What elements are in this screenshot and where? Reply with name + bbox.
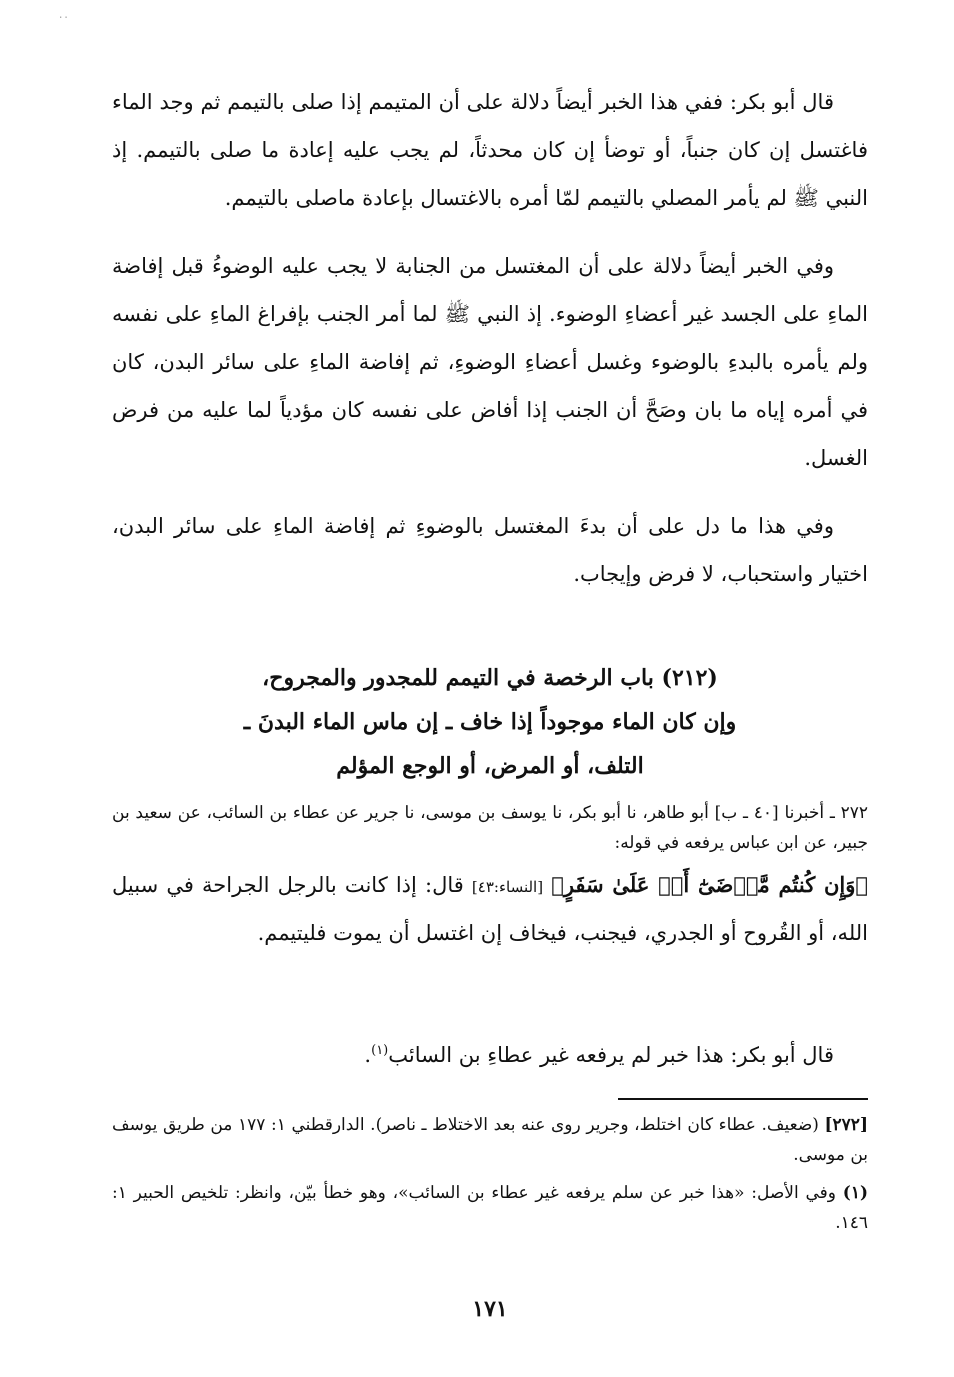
footnote-1 bbox=[112, 1110, 868, 1170]
comment-end: . bbox=[364, 1043, 372, 1067]
quran-verse: ﴿وَإِن كُنتُم مَّرۡضَىٰٓ أَوۡ عَلَىٰ سَفَرٍ﴾ bbox=[551, 872, 868, 897]
quran-reference: [النساء:٤٣] bbox=[471, 878, 544, 896]
hadith-text bbox=[112, 862, 868, 956]
footnote-label: (١) bbox=[842, 1183, 868, 1203]
chapter-heading bbox=[112, 656, 868, 788]
hadith-chain: ٢٧٢ ـ أخبرنا [٤٠ ـ ب] أبو طاهر، نا أبو بكر، نا يوسف بن موسى، نا جرير عن عطاء بن السائب، عن سعيد بن جبير، عن ابن عباس يرفعه في قوله: bbox=[112, 803, 868, 853]
chapter-heading-line-3: التلف، أو المرض، أو الوجع المؤلم bbox=[336, 753, 644, 779]
page-number: ١٧١ bbox=[472, 1296, 508, 1322]
scan-speck: ٠٠ bbox=[58, 12, 69, 23]
paragraph-2: وفي الخبر أيضاً دلالة على أن المغتسل من الجنابة لا يجب عليه الوضوءُ قبل إفاضة الماءِ على الجسد غير أعضاءِ الوضوء. إذ النبي ﷺ لما أمر الجنب بإفراغ الماءِ على نفسه ولم يأمره بالبدءِ بالوضوء وغسل أعضاءِ الوضوءِ، ثم إفاضة الماءِ على سائر البدن، كان في أمره إياه ما بان وصَحَّ أن الجنب إذا أفاض على نفسه كان مؤدياً لما عليه من فرض الغسل. bbox=[112, 254, 868, 470]
paragraph-3: وفي هذا ما دل على أن بدءَ المغتسل بالوضوءِ ثم إفاضة الماءِ على سائر البدن، اختيار واستحباب، لا فرض وإيجاب. bbox=[112, 514, 868, 586]
body-text bbox=[112, 78, 868, 598]
hadith-body: قال: إذا كانت بالرجل الجراحة في سبيل الله، أو القُروح أو الجدري، فيجنب، فيخاف إن اغتسل أن يموت فليتيمم. bbox=[112, 873, 868, 945]
footnote-text: (ضعيف. عطاء كان اختلط، وجرير روى عنه بعد الاختلاط ـ ناصر). الدارقطني ١: ١٧٧ من طريق يوسف بن موسى. bbox=[112, 1115, 868, 1165]
footnote-text: وفي الأصل: «هذا خبر عن سلم يرفعه غير عطاء بن السائب»، وهو خطأ بيّن، وانظر: تلخيص الحبير ١: ١٤٦. bbox=[112, 1183, 868, 1233]
footnote-label: [٢٧٢] bbox=[824, 1115, 868, 1135]
footnote-divider bbox=[618, 1098, 868, 1100]
footnote-reference: (١) bbox=[371, 1043, 389, 1058]
comment-text: قال أبو بكر: هذا خبر لم يرفعه غير عطاءِ بن السائب bbox=[388, 1043, 834, 1067]
hadith-272 bbox=[112, 798, 868, 956]
author-comment bbox=[112, 1028, 868, 1078]
chapter-heading-line-2: وإن كان الماء موجوداً إذا خاف ـ إن ماس الماء البدنَ ـ bbox=[243, 709, 737, 735]
book-page bbox=[112, 78, 868, 1338]
footnote-2 bbox=[112, 1178, 868, 1238]
footnotes bbox=[112, 1110, 868, 1246]
paragraph-1: قال أبو بكر: ففي هذا الخبر أيضاً دلالة على أن المتيمم إذا صلى بالتيمم ثم وجد الماء فاغتسل إن كان جنباً، أو توضأ إن كان محدثاً، لم يجب عليه إعادة ما صلى بالتيمم. إذ النبي ﷺ لم يأمر المصلي بالتيمم لمّا أمره بالاغتسال بإعادة ماصلى بالتيمم. bbox=[112, 90, 868, 210]
chapter-heading-line-1: (٢١٢) باب الرخصة في التيمم للمجدور والمجروح، bbox=[262, 665, 718, 691]
